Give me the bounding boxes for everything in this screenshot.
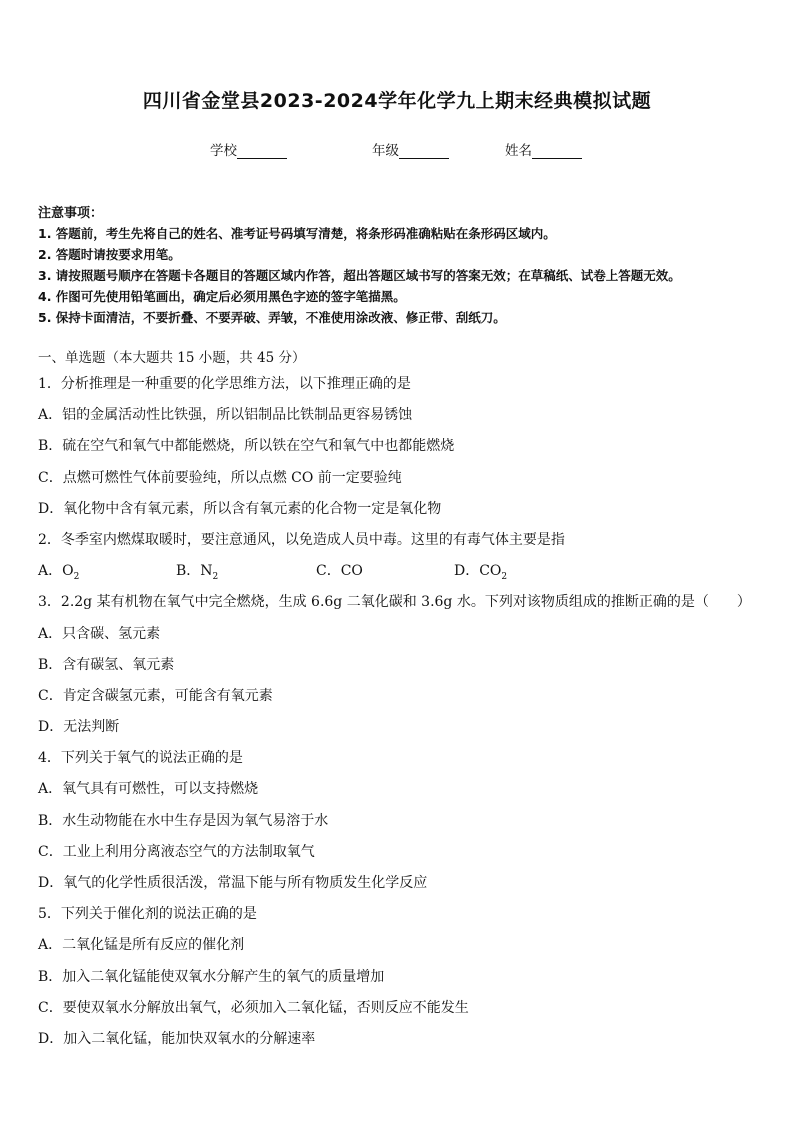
question-option: B．含有碳氢、氧元素: [38, 656, 175, 673]
notice-item: 5. 保持卡面清洁，不要折叠、不要弄破、弄皱，不准使用涂改液、修正带、刮纸刀。: [38, 310, 506, 325]
question-option: A．氧气具有可燃性，可以支持燃烧: [38, 781, 259, 798]
question-stem: 4．下列关于氧气的说法正确的是: [38, 750, 243, 767]
question-option: C．肯定含碳氢元素，可能含有氧元素: [38, 687, 273, 704]
question-stem: 2．冬季室内燃煤取暖时，要注意通风，以免造成人员中毒。这里的有毒气体主要是指: [38, 531, 565, 548]
grade-field: [372, 139, 449, 159]
school-field: [210, 139, 287, 159]
notice-item: 1. 答题前，考生先将自己的姓名、准考证号码填写清楚，将条形码准确粘贴在条形码区域内。: [38, 226, 556, 241]
question-stem: 1．分析推理是一种重要的化学思维方法，以下推理正确的是: [38, 376, 411, 392]
notice-item: 4. 作图可先使用铅笔画出，确定后必须用黑色字迹的签字笔描黑。: [38, 289, 406, 304]
notice-item: 3. 请按照题号顺序在答题卡各题目的答题区域内作答，超出答题区域书写的答案无效；在草稿纸、试卷上答题无效。: [38, 268, 681, 283]
notice-list: [38, 223, 768, 328]
question-option: D．无法判断: [38, 719, 120, 736]
question-option: D．加入二氧化锰，能加快双氧水的分解速率: [38, 1030, 316, 1047]
notice-heading: 注意事项：: [38, 206, 104, 221]
question-option: D．氧气的化学性质很活泼，常温下能与所有物质发生化学反应: [38, 875, 428, 891]
name-field: [505, 139, 582, 159]
question-option: C．CO: [316, 563, 363, 580]
question-stem: 3．2.2g 某有机物在氧气中完全燃烧，生成 6.6g 二氧化碳和 3.6g 水。下列对该物质组成的推断正确的是（ ）: [38, 594, 751, 611]
name-blank: [532, 144, 582, 159]
question-option: C．工业上利用分离液态空气的方法制取氧气: [38, 843, 315, 860]
question-option: A．只含碳、氢元素: [38, 625, 161, 642]
question-list: [38, 369, 768, 1055]
name-label: 姓名: [505, 143, 532, 159]
school-label: 学校: [210, 143, 237, 159]
question-options-row: [38, 556, 768, 587]
question-option: C．点燃可燃性气体前要验纯，所以点燃 CO 前一定要验纯: [38, 469, 402, 486]
grade-label: 年级: [372, 143, 399, 159]
question-option: B．$N_2$: [176, 563, 219, 582]
page-title: 四川省金堂县2023-2024学年化学九上期末经典模拟试题: [142, 90, 652, 112]
question-option: A．铝的金属活动性比铁强，所以铝制品比铁制品更容易锈蚀: [38, 407, 413, 424]
question-option: A．$O_2$: [38, 563, 80, 582]
school-blank: [237, 144, 287, 159]
question-stem: 5．下列关于催化剂的说法正确的是: [38, 906, 257, 923]
question-option: D．$CO_2$: [454, 563, 508, 582]
section-title: 一、单选题（本大题共 15 小题，共 45 分）: [38, 350, 306, 366]
grade-blank: [399, 144, 449, 159]
question-option: B．加入二氧化锰能使双氧水分解产生的氧气的质量增加: [38, 968, 385, 985]
question-option: C．要使双氧水分解放出氧气，必须加入二氧化锰，否则反应不能发生: [38, 999, 469, 1016]
question-option: A．二氧化锰是所有反应的催化剂: [38, 937, 245, 954]
question-option: B．硫在空气和氧气中都能燃烧，所以铁在空气和氧气中也都能燃烧: [38, 438, 455, 455]
notice-item: 2. 答题时请按要求用笔。: [38, 247, 181, 262]
question-option: B．水生动物能在水中生存是因为氧气易溶于水: [38, 812, 329, 829]
question-option: D．氧化物中含有氧元素，所以含有氧元素的化合物一定是氧化物: [38, 500, 442, 517]
